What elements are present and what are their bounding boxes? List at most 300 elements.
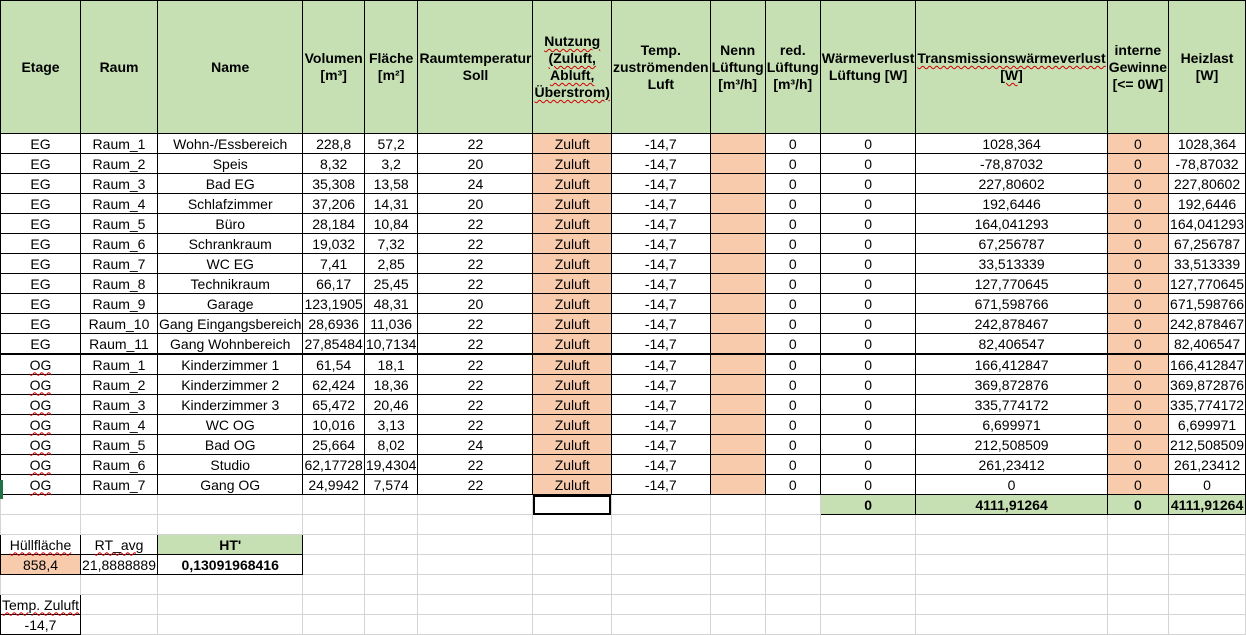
cell-raum[interactable]: Raum_7 [81,254,158,274]
cell-volumen[interactable]: 25,664 [303,435,364,455]
cell-volumen[interactable]: 35,308 [303,174,364,194]
cell[interactable] [364,495,418,515]
cell[interactable] [1169,595,1246,615]
cell-raum[interactable]: Raum_8 [81,274,158,294]
value-huellflaeche[interactable]: 858,4 [1,555,81,575]
cell[interactable] [710,615,765,635]
cell-etage[interactable] [1,435,81,455]
cell-temp_soll[interactable]: 20 [418,154,533,174]
cell-red[interactable]: 0 [765,274,820,294]
cell[interactable] [820,515,916,535]
cell[interactable] [303,615,364,635]
cell-flaeche[interactable]: 25,45 [364,274,418,294]
cell-temp_soll[interactable]: 22 [418,314,533,334]
cell-etage[interactable]: EG [1,254,81,274]
cell[interactable] [418,615,533,635]
header-waermeverlust-lueftung[interactable]: Wärmeverlust Lüftung [W] [820,1,916,134]
cell-temp_zu[interactable]: -14,7 [611,455,710,475]
cell-temp_soll[interactable]: 22 [418,254,533,274]
cell[interactable] [611,535,710,555]
cell-heizlast[interactable]: 212,508509 [1170,436,1245,453]
cell-volumen[interactable]: 61,54 [303,354,364,375]
cell-intern[interactable]: 0 [1107,254,1168,274]
label-huellflaeche[interactable] [1,535,81,555]
cell-nutzung[interactable]: Zuluft [533,354,611,375]
cell[interactable] [710,535,765,555]
cell-flaeche[interactable]: 3,2 [364,154,418,174]
cell-wv[interactable]: 0 [820,154,916,174]
cell-nutzung[interactable]: Zuluft [533,154,611,174]
cell-raum[interactable]: Raum_1 [81,134,158,154]
cell-volumen[interactable]: 66,17 [303,274,364,294]
cell[interactable] [418,575,533,595]
cell-wv[interactable]: 0 [820,134,916,154]
cell[interactable] [611,575,710,595]
cell-nenn[interactable] [710,194,765,214]
cell-trans[interactable]: 335,774172 [916,395,1107,415]
cell-name[interactable]: Kinderzimmer 2 [158,375,303,395]
cell-volumen[interactable]: 228,8 [303,134,364,154]
cell-temp_soll[interactable]: 22 [418,274,533,294]
cell-intern[interactable]: 0 [1107,154,1168,174]
cell[interactable] [81,615,158,635]
label-rt-avg[interactable] [81,535,158,555]
cell-etage[interactable]: EG [1,174,81,194]
cell-temp_zu[interactable]: -14,7 [611,174,710,194]
cell-nutzung[interactable]: Zuluft [533,475,611,495]
cell-intern[interactable]: 0 [1107,415,1168,435]
cell-volumen[interactable]: 28,184 [303,214,364,234]
cell-name[interactable]: Kinderzimmer 3 [158,395,303,415]
cell-red[interactable]: 0 [765,154,820,174]
cell-intern[interactable]: 0 [1107,174,1168,194]
cell-volumen[interactable]: 19,032 [303,234,364,254]
cell[interactable] [158,575,303,595]
cell[interactable] [1169,515,1246,535]
cell-trans[interactable]: 1028,364 [916,134,1107,154]
cell-nenn[interactable] [710,455,765,475]
cell-nenn[interactable] [710,254,765,274]
cell-name[interactable]: Studio [158,455,303,475]
cell-etage[interactable]: EG [1,234,81,254]
cell-trans[interactable]: -78,87032 [916,154,1107,174]
cell[interactable] [81,515,158,535]
cell[interactable] [303,555,364,575]
cell-name[interactable]: Bad EG [158,174,303,194]
cell-trans[interactable]: 212,508509 [916,435,1107,455]
cell-temp_soll[interactable]: 20 [418,194,533,214]
cell[interactable] [533,615,611,635]
cell-temp_zu[interactable]: -14,7 [611,314,710,334]
cell[interactable] [916,555,1107,575]
cell[interactable] [1,575,81,595]
cell-name[interactable]: WC EG [158,254,303,274]
cell-raum[interactable]: Raum_11 [81,334,158,355]
cell-nenn[interactable] [710,475,765,495]
cell-temp_soll[interactable]: 22 [418,334,533,355]
cell[interactable] [81,595,158,615]
cell-temp_soll[interactable]: 22 [418,134,533,154]
cell-temp_zu[interactable]: -14,7 [611,214,710,234]
cell[interactable] [1169,535,1246,555]
cell[interactable] [303,515,364,535]
cell-flaeche[interactable]: 10,84 [364,214,418,234]
cell-flaeche[interactable]: 18,1 [364,354,418,375]
cell[interactable] [364,595,418,615]
cell[interactable] [158,615,303,635]
cell-volumen[interactable]: 8,32 [303,154,364,174]
cell[interactable] [820,575,916,595]
cell-intern[interactable]: 0 [1107,354,1168,375]
header-volumen[interactable]: Volumen [m³] [303,1,364,134]
cell[interactable] [158,495,303,515]
cell-flaeche[interactable]: 48,31 [364,294,418,314]
cell-intern[interactable]: 0 [1107,194,1168,214]
cell-nutzung[interactable]: Zuluft [533,435,611,455]
cell[interactable] [418,555,533,575]
cell[interactable] [81,495,158,515]
cell-heizlast[interactable]: 261,23412 [1169,455,1246,475]
label-temp-zuluft[interactable] [1,595,81,615]
cell-temp_zu[interactable]: -14,7 [611,234,710,254]
cell[interactable] [710,595,765,615]
cell-wv[interactable]: 0 [820,294,916,314]
cell[interactable] [611,555,710,575]
cell-temp_soll[interactable]: 22 [418,475,533,495]
cell-trans[interactable]: 33,513339 [916,254,1107,274]
cell-wv[interactable]: 0 [820,354,916,375]
cell[interactable] [1107,555,1168,575]
header-raum[interactable]: Raum [81,1,158,134]
cell-trans[interactable]: 6,699971 [916,415,1107,435]
cell-name[interactable]: Schlafzimmer [158,194,303,214]
cell[interactable] [765,555,820,575]
cell-red[interactable]: 0 [765,354,820,375]
cell-trans[interactable]: 166,412847 [916,354,1107,375]
cell-red[interactable]: 0 [765,375,820,395]
cell-name[interactable]: Garage [158,294,303,314]
cell-nenn[interactable] [710,375,765,395]
cell-red[interactable]: 0 [765,455,820,475]
cell-etage[interactable] [1,475,81,495]
cell-etage[interactable]: EG [1,314,81,334]
cell-flaeche[interactable]: 13,58 [364,174,418,194]
cell-wv[interactable]: 0 [820,334,916,355]
cell[interactable] [364,555,418,575]
cell-flaeche[interactable]: 20,46 [364,395,418,415]
cell-temp_soll[interactable]: 22 [418,214,533,234]
cell[interactable] [1,515,81,535]
cell-flaeche[interactable]: 57,2 [364,134,418,154]
cell-volumen[interactable]: 27,85484 [303,334,364,355]
cell-intern[interactable]: 0 [1107,455,1168,475]
header-flaeche[interactable]: Fläche [m²] [364,1,418,134]
cell-volumen[interactable]: 65,472 [303,395,364,415]
cell-raum[interactable]: Raum_10 [81,314,158,334]
cell-intern[interactable]: 0 [1107,294,1168,314]
cell-heizlast[interactable]: 671,598766 [1170,295,1245,312]
cell[interactable] [1107,615,1168,635]
cell-intern[interactable]: 0 [1107,475,1168,495]
cell[interactable] [820,595,916,615]
cell[interactable] [158,595,303,615]
cell[interactable] [303,595,364,615]
header-interne-gewinne[interactable]: interne Gewinne [<= 0W] [1107,1,1168,134]
cell-nenn[interactable] [710,214,765,234]
cell-trans[interactable]: 227,80602 [916,174,1107,194]
cell-heizlast[interactable]: 164,041293 [1170,215,1245,232]
cell-nenn[interactable] [710,435,765,455]
cell-etage[interactable] [1,455,81,475]
cell-heizlast[interactable]: 0 [1169,475,1246,495]
header-temp-zustroemend[interactable]: Temp. zuströmenden Luft [611,1,710,134]
cell[interactable] [611,495,710,515]
cell-red[interactable]: 0 [765,314,820,334]
cell-nutzung[interactable]: Zuluft [533,254,611,274]
cell-red[interactable]: 0 [765,294,820,314]
cell-wv[interactable]: 0 [820,455,916,475]
cell-heizlast[interactable]: 127,770645 [1170,275,1245,292]
cell-heizlast[interactable]: 6,699971 [1169,415,1246,435]
cell[interactable] [418,495,533,515]
cell-etage[interactable]: EG [1,334,81,355]
cell[interactable] [533,515,611,535]
cell[interactable] [611,515,710,535]
cell-wv[interactable]: 0 [820,395,916,415]
cell-trans[interactable]: 369,872876 [916,375,1107,395]
cell-nenn[interactable] [710,334,765,355]
header-nenn-lueftung[interactable]: Nenn Lüftung [m³/h] [710,1,765,134]
cell-heizlast[interactable]: 369,872876 [1170,376,1245,393]
cell-red[interactable]: 0 [765,334,820,355]
cell[interactable] [765,495,820,515]
cell-intern[interactable]: 0 [1107,375,1168,395]
cell[interactable] [710,495,765,515]
cell-intern[interactable]: 0 [1107,214,1168,234]
cell[interactable] [533,555,611,575]
cell-red[interactable]: 0 [765,194,820,214]
cell[interactable] [1107,595,1168,615]
cell-volumen[interactable]: 62,424 [303,375,364,395]
cell[interactable] [765,615,820,635]
cell-raum[interactable]: Raum_5 [81,214,158,234]
cell-nutzung[interactable]: Zuluft [533,314,611,334]
cell-nenn[interactable] [710,314,765,334]
cell[interactable] [916,515,1107,535]
total-transmission[interactable]: 4111,91264 [916,495,1107,515]
cell-volumen[interactable]: 7,41 [303,254,364,274]
cell[interactable] [533,535,611,555]
cell-etage[interactable]: EG [1,134,81,154]
cell[interactable] [765,535,820,555]
cell-temp_zu[interactable]: -14,7 [611,294,710,314]
cell-nenn[interactable] [710,294,765,314]
cell[interactable] [820,615,916,635]
cell-flaeche[interactable]: 19,4304 [365,456,417,473]
cell-nutzung[interactable]: Zuluft [533,375,611,395]
cell-intern[interactable]: 0 [1107,234,1168,254]
cell-wv[interactable]: 0 [820,214,916,234]
cell[interactable] [303,535,364,555]
cell-raum[interactable]: Raum_4 [81,194,158,214]
cell-temp_zu[interactable]: -14,7 [611,194,710,214]
cell-etage[interactable]: EG [1,274,81,294]
cell-trans[interactable]: 127,770645 [916,274,1107,294]
cell-temp_soll[interactable]: 22 [418,375,533,395]
cell-temp_soll[interactable]: 22 [418,354,533,375]
cell-trans[interactable]: 242,878467 [916,314,1107,334]
cell-red[interactable]: 0 [765,395,820,415]
cell-raum[interactable]: Raum_6 [81,455,158,475]
cell-raum[interactable]: Raum_5 [81,435,158,455]
cell-etage[interactable]: EG [1,154,81,174]
cell-trans[interactable]: 67,256787 [916,234,1107,254]
cell-temp_zu[interactable]: -14,7 [611,435,710,455]
cell-name[interactable]: Büro [158,214,303,234]
cell-flaeche[interactable]: 18,36 [364,375,418,395]
cell[interactable] [710,555,765,575]
cell-volumen[interactable]: 123,1905 [304,295,363,312]
cell[interactable] [418,515,533,535]
cell-nutzung[interactable]: Zuluft [533,234,611,254]
cell-temp_soll[interactable]: 20 [418,294,533,314]
cell-temp_zu[interactable]: -14,7 [611,134,710,154]
cell-temp_zu[interactable]: -14,7 [611,254,710,274]
cell-heizlast[interactable]: 227,80602 [1169,174,1246,194]
cell-name[interactable]: Wohn-/Essbereich [158,134,303,154]
cell-volumen[interactable]: 37,206 [303,194,364,214]
cell-name[interactable]: WC OG [158,415,303,435]
cell-temp_soll[interactable]: 22 [418,455,533,475]
cell-name[interactable]: Gang OG [158,475,303,495]
cell-red[interactable]: 0 [765,134,820,154]
cell-raum[interactable]: Raum_2 [81,375,158,395]
cell[interactable] [364,615,418,635]
cell-flaeche[interactable]: 3,13 [364,415,418,435]
cell[interactable] [765,515,820,535]
cell[interactable] [765,595,820,615]
cell-wv[interactable]: 0 [820,234,916,254]
cell[interactable] [1107,575,1168,595]
cell-name[interactable]: Kinderzimmer 1 [158,354,303,375]
cell-nenn[interactable] [710,154,765,174]
cell-wv[interactable]: 0 [820,435,916,455]
cell-temp_zu[interactable]: -14,7 [611,154,710,174]
cell-name[interactable]: Technikraum [158,274,303,294]
cell[interactable] [820,535,916,555]
cell[interactable] [364,515,418,535]
cell-wv[interactable]: 0 [820,375,916,395]
cell-temp_zu[interactable]: -14,7 [611,395,710,415]
cell-wv[interactable]: 0 [820,194,916,214]
cell-raum[interactable]: Raum_6 [81,234,158,254]
cell-intern[interactable]: 0 [1107,274,1168,294]
cell-heizlast[interactable]: 67,256787 [1169,234,1246,254]
cell-nutzung[interactable]: Zuluft [533,334,611,355]
cell[interactable] [364,575,418,595]
cell-name[interactable]: Schrankraum [158,234,303,254]
cell-temp_zu[interactable]: -14,7 [611,475,710,495]
cell-heizlast[interactable]: 192,6446 [1169,194,1246,214]
cell-temp_zu[interactable]: -14,7 [611,274,710,294]
value-ht[interactable]: 0,13091968416 [158,555,303,575]
cell-red[interactable]: 0 [765,174,820,194]
header-nutzung[interactable] [533,1,611,134]
header-red-lueftung[interactable]: red. Lüftung [m³/h] [765,1,820,134]
cell-etage[interactable]: EG [1,214,81,234]
cell-trans[interactable]: 82,406547 [916,334,1107,355]
cell-volumen[interactable]: 24,9942 [303,475,364,495]
cell-etage[interactable] [1,395,81,415]
cell-intern[interactable]: 0 [1107,134,1168,154]
cell[interactable] [611,595,710,615]
cell[interactable] [533,575,611,595]
cell-etage[interactable] [1,375,81,395]
cell-name[interactable]: Gang Wohnbereich [158,334,303,355]
cell-flaeche[interactable]: 7,32 [364,234,418,254]
cell[interactable] [364,535,418,555]
cell-nenn[interactable] [710,354,765,375]
cell-flaeche[interactable]: 10,7134 [364,334,418,355]
cell-trans[interactable]: 671,598766 [916,294,1107,314]
cell[interactable] [533,595,611,615]
cell-red[interactable]: 0 [765,415,820,435]
cell[interactable] [710,515,765,535]
cell-intern[interactable]: 0 [1107,395,1168,415]
cell[interactable] [710,575,765,595]
cell[interactable] [1169,555,1246,575]
cell[interactable] [303,575,364,595]
cell-heizlast[interactable]: 82,406547 [1169,334,1246,355]
cell-nutzung[interactable]: Zuluft [533,194,611,214]
cell-nenn[interactable] [710,134,765,154]
cell-raum[interactable]: Raum_7 [81,475,158,495]
cell-etage[interactable] [1,415,81,435]
value-temp-zuluft[interactable]: -14,7 [1,615,81,635]
cell-volumen[interactable]: 62,17728 [304,456,363,473]
cell-temp_soll[interactable]: 22 [418,415,533,435]
cell-flaeche[interactable]: 14,31 [364,194,418,214]
cell-temp_zu[interactable]: -14,7 [611,334,710,355]
cell-nenn[interactable] [710,395,765,415]
cell-heizlast[interactable]: 335,774172 [1170,396,1245,413]
cell-nutzung[interactable]: Zuluft [533,214,611,234]
cell-heizlast[interactable]: 33,513339 [1169,254,1246,274]
cell-red[interactable]: 0 [765,435,820,455]
cell-temp_zu[interactable]: -14,7 [611,354,710,375]
cell[interactable] [81,575,158,595]
cell-raum[interactable]: Raum_3 [81,174,158,194]
cell-nenn[interactable] [710,174,765,194]
cell-nutzung[interactable]: Zuluft [533,395,611,415]
cell-red[interactable]: 0 [765,475,820,495]
cell-intern[interactable]: 0 [1107,314,1168,334]
cell-trans[interactable]: 164,041293 [916,214,1107,234]
header-heizlast[interactable]: Heizlast [W] [1169,1,1246,134]
cell-wv[interactable]: 0 [820,254,916,274]
cell-raum[interactable]: Raum_3 [81,395,158,415]
cell-raum[interactable]: Raum_9 [81,294,158,314]
cell-name[interactable]: Speis [158,154,303,174]
cell-raum[interactable]: Raum_4 [81,415,158,435]
cell-raum[interactable]: Raum_1 [81,354,158,375]
cell-nenn[interactable] [710,274,765,294]
cell[interactable] [418,535,533,555]
cell-temp_soll[interactable]: 22 [418,234,533,254]
cell[interactable] [303,495,364,515]
cell-flaeche[interactable]: 11,036 [364,314,418,334]
cell-flaeche[interactable]: 8,02 [364,435,418,455]
